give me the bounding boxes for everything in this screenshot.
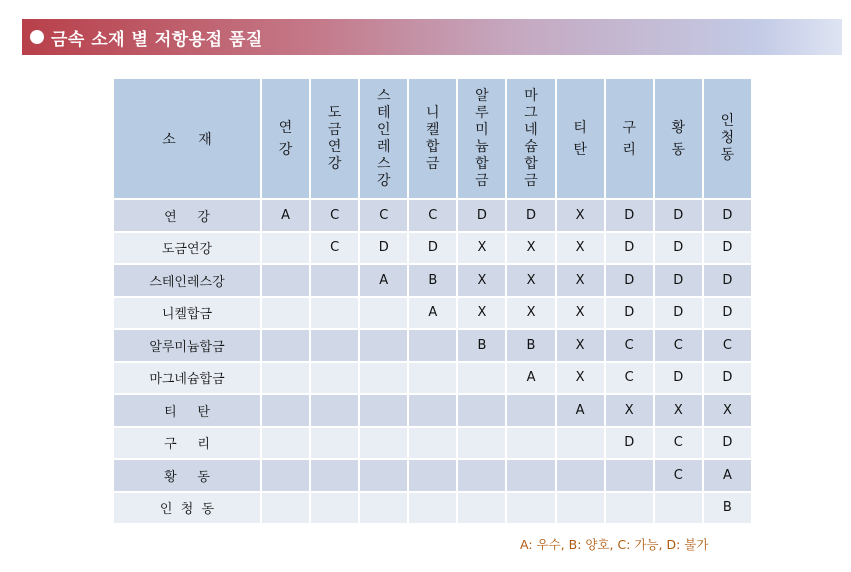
- row-header: 구 리: [113, 427, 261, 460]
- table-row: [113, 492, 752, 525]
- table-cell: [310, 264, 359, 297]
- table-cell: A: [703, 459, 752, 492]
- column-header: [654, 78, 703, 199]
- table-cell: D: [703, 362, 752, 395]
- table-row: [113, 394, 752, 427]
- column-header-label: 티탄: [573, 119, 587, 158]
- table-cell: [408, 329, 457, 362]
- table-cell: [556, 492, 605, 525]
- row-header: 연 강: [113, 199, 261, 232]
- column-header: [556, 78, 605, 199]
- table-cell: [261, 297, 310, 330]
- table-cell: D: [703, 232, 752, 265]
- table-cell: D: [654, 232, 703, 265]
- column-header: [506, 78, 555, 199]
- corner-header: [113, 78, 261, 199]
- column-header: [605, 78, 654, 199]
- table-cell: [310, 394, 359, 427]
- table-body: [113, 199, 752, 524]
- table-cell: X: [703, 394, 752, 427]
- table-cell: B: [457, 329, 506, 362]
- table-cell: [261, 394, 310, 427]
- column-header-label: 스테인레스강: [376, 87, 391, 189]
- table-cell: [310, 492, 359, 525]
- table-cell: [605, 459, 654, 492]
- table-cell: D: [654, 264, 703, 297]
- table-cell: [310, 362, 359, 395]
- table-cell: C: [310, 232, 359, 265]
- table-cell: [359, 427, 408, 460]
- table-row: [113, 199, 752, 232]
- table-cell: X: [605, 394, 654, 427]
- table-cell: D: [506, 199, 555, 232]
- row-header: 스테인레스강: [113, 264, 261, 297]
- table-row: [113, 329, 752, 362]
- table-cell: [506, 394, 555, 427]
- material-weld-quality-table: [112, 77, 753, 525]
- table-header-row: [113, 78, 752, 199]
- column-header-label: 도금연강: [327, 104, 342, 172]
- table-cell: D: [703, 297, 752, 330]
- column-header-label: 알루미늄합금: [475, 87, 489, 189]
- table-cell: X: [556, 199, 605, 232]
- corner-label: 소 재: [162, 131, 212, 148]
- table-cell: D: [654, 297, 703, 330]
- table-cell: [261, 427, 310, 460]
- table-cell: C: [654, 459, 703, 492]
- table-cell: X: [556, 232, 605, 265]
- table-cell: C: [703, 329, 752, 362]
- row-header: 알루미늄합금: [113, 329, 261, 362]
- column-header-label: 황동: [671, 119, 686, 158]
- table-cell: [359, 362, 408, 395]
- table-cell: [310, 427, 359, 460]
- table-cell: C: [654, 329, 703, 362]
- table-row: [113, 232, 752, 265]
- table-cell: [261, 362, 310, 395]
- table-cell: D: [703, 199, 752, 232]
- table-cell: [408, 459, 457, 492]
- table-cell: [261, 459, 310, 492]
- table-cell: [457, 394, 506, 427]
- table-cell: [457, 459, 506, 492]
- row-header: 니켈합금: [113, 297, 261, 330]
- column-header-label: 마그네슘합금: [524, 87, 538, 189]
- table-cell: [408, 394, 457, 427]
- table-cell: C: [359, 199, 408, 232]
- column-header: [359, 78, 408, 199]
- table-cell: [506, 492, 555, 525]
- table-cell: D: [605, 264, 654, 297]
- table-cell: A: [556, 394, 605, 427]
- table-cell: B: [703, 492, 752, 525]
- column-header-label: 연강: [278, 119, 293, 158]
- table-cell: [457, 427, 506, 460]
- table-cell: C: [605, 329, 654, 362]
- table-cell: D: [605, 232, 654, 265]
- table-cell: D: [605, 427, 654, 460]
- column-header: [261, 78, 310, 199]
- table-cell: C: [310, 199, 359, 232]
- row-header: 인 청 동: [113, 492, 261, 525]
- table-row: [113, 264, 752, 297]
- table-cell: D: [654, 199, 703, 232]
- table-cell: [359, 459, 408, 492]
- table-cell: X: [556, 329, 605, 362]
- table-cell: D: [703, 264, 752, 297]
- table-cell: [506, 427, 555, 460]
- table-cell: X: [654, 394, 703, 427]
- bullet-icon: [30, 30, 44, 44]
- table-cell: [359, 297, 408, 330]
- table-cell: [261, 492, 310, 525]
- table-row: [113, 297, 752, 330]
- row-header: 도금연강: [113, 232, 261, 265]
- column-header-label: 니켈합금: [426, 104, 440, 172]
- table-cell: [408, 427, 457, 460]
- table-cell: [556, 427, 605, 460]
- table-cell: B: [408, 264, 457, 297]
- table-cell: [359, 394, 408, 427]
- table-cell: [457, 492, 506, 525]
- row-header: 마그네슘합금: [113, 362, 261, 395]
- column-header-label: 구리: [622, 119, 636, 158]
- table-cell: [506, 459, 555, 492]
- column-header: [310, 78, 359, 199]
- column-header: [457, 78, 506, 199]
- table-cell: [457, 362, 506, 395]
- table-cell: A: [408, 297, 457, 330]
- table-cell: D: [457, 199, 506, 232]
- table-row: [113, 362, 752, 395]
- table-cell: D: [703, 427, 752, 460]
- table-cell: A: [359, 264, 408, 297]
- table-cell: C: [605, 362, 654, 395]
- table-cell: [261, 232, 310, 265]
- table-cell: D: [605, 199, 654, 232]
- column-header: [408, 78, 457, 199]
- table-cell: X: [457, 264, 506, 297]
- title-bar: [22, 19, 842, 55]
- table-cell: X: [556, 297, 605, 330]
- table-cell: X: [556, 264, 605, 297]
- table-row: [113, 427, 752, 460]
- table-cell: [310, 329, 359, 362]
- column-header-label: 인청동: [720, 113, 735, 163]
- table-cell: A: [261, 199, 310, 232]
- table-cell: [310, 297, 359, 330]
- table-cell: C: [408, 199, 457, 232]
- table-cell: [408, 492, 457, 525]
- table-cell: X: [556, 362, 605, 395]
- table-cell: X: [506, 232, 555, 265]
- table-cell: [310, 459, 359, 492]
- table-cell: X: [506, 297, 555, 330]
- table-cell: A: [506, 362, 555, 395]
- row-header: 티 탄: [113, 394, 261, 427]
- table-cell: B: [506, 329, 555, 362]
- table-cell: X: [457, 297, 506, 330]
- table-cell: [359, 492, 408, 525]
- table-cell: D: [605, 297, 654, 330]
- legend-text: A: 우수, B: 양호, C: 가능, D: 불가: [520, 537, 709, 552]
- table-cell: C: [654, 427, 703, 460]
- table-cell: [261, 264, 310, 297]
- table-cell: D: [408, 232, 457, 265]
- column-header: [703, 78, 752, 199]
- table-cell: [261, 329, 310, 362]
- table-cell: X: [457, 232, 506, 265]
- table-cell: [556, 459, 605, 492]
- table-cell: D: [359, 232, 408, 265]
- row-header: 황 동: [113, 459, 261, 492]
- table-cell: D: [654, 362, 703, 395]
- table-cell: [654, 492, 703, 525]
- table-cell: X: [506, 264, 555, 297]
- table-cell: [605, 492, 654, 525]
- table-row: [113, 459, 752, 492]
- table-cell: [408, 362, 457, 395]
- table-cell: [359, 329, 408, 362]
- page-title: 금속 소재 별 저항용접 품질: [51, 29, 263, 50]
